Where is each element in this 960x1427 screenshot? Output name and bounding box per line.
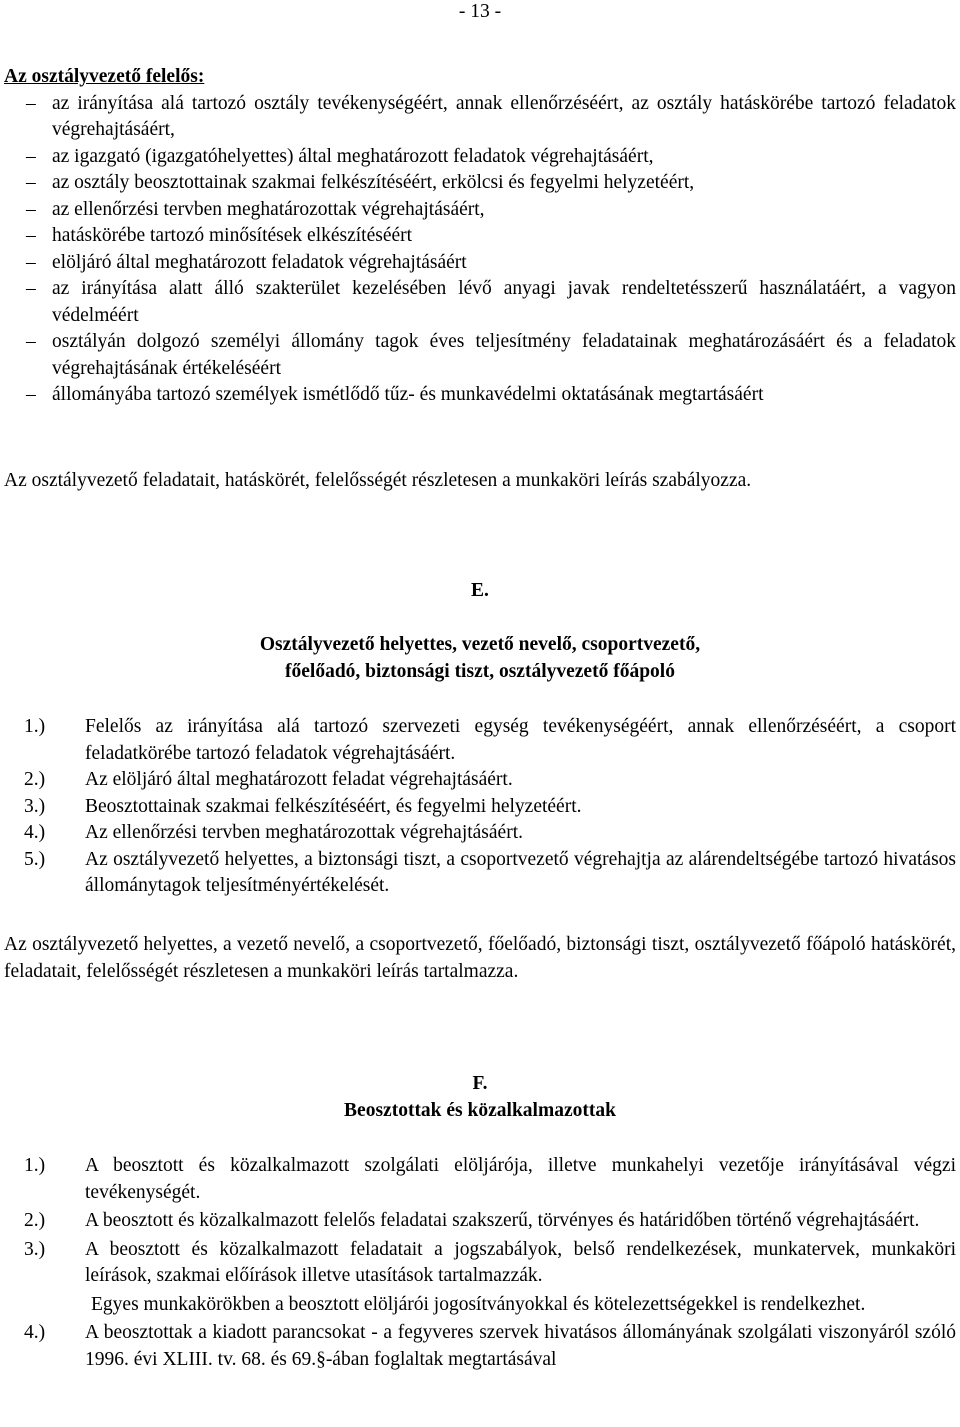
section-e-closing: Az osztályvezető helyettes, a vezető nevelő, a csoportvezető, főelőadó, biztonsági tiszt, osztályvezető főápoló hatáskörét, feladatait, felelősségét részletesen a munkaköri leírás tartalmazza. [4, 934, 956, 982]
list-item: – az igazgató (igazgatóhelyettes) által meghatározott feladatok végrehajtásáért, [4, 144, 956, 171]
dash-bullet: – [26, 92, 36, 114]
dash-bullet: – [26, 384, 36, 405]
list-item: – elöljáró által meghatározott feladatok végrehajtásáért [4, 250, 956, 277]
dash-bullet: – [26, 278, 36, 299]
section-e-title-line2: főelőadó, biztonsági tiszt, osztályvezető főápoló [285, 661, 675, 682]
page-number: - 13 - [458, 1, 502, 22]
numbered-item: 2.) A beosztott és közalkalmazott felelős feladatai szakszerű, törvényes és határidőben történő végrehajtásáért. [4, 1208, 956, 1235]
numbered-item: 1.) A beosztott és közalkalmazott szolgálati elöljárója, illetve munkahelyi vezetője irányításával végzi tevékenységét. [24, 1155, 956, 1203]
item-number: 1.) [24, 1155, 46, 1176]
numbered-item: 3.) Beosztottainak szakmai felkészítéséért, és fegyelmi helyzetéért. [4, 794, 956, 821]
dash-bullet: – [26, 331, 36, 352]
dash-bullet: – [26, 172, 36, 193]
item-number: 3.) [24, 795, 46, 817]
numbered-item: 1.) Felelős az irányítása alá tartozó szervezeti egység tevékenységéért, annak ellenőrzéséért, a csoport feladatkörébe tartozó feladatok végrehajtásáért. [24, 716, 956, 764]
list-item: – osztályán dolgozó személyi állomány tagok éves teljesítmény feladatainak meghatározásáért és a feladatok végrehajtásának értékeléséért [26, 331, 956, 379]
section-e-letter: E. [471, 580, 489, 601]
item-number: 2.) [24, 1210, 46, 1231]
item-number: 3.) [24, 1238, 46, 1260]
item-number: 2.) [24, 769, 46, 790]
numbered-item: 4.) Az ellenőrzési tervben meghatározottak végrehajtásáért. [4, 820, 956, 847]
dash-bullet: – [26, 225, 36, 246]
section-d-closing: Az osztályvezető feladatait, hatáskörét, felelősségét részletesen a munkaköri leírás szabályozza. [4, 470, 752, 491]
item-number: 5.) [24, 848, 46, 870]
numbered-item: 2.) Az elöljáró által meghatározott feladat végrehajtásáért. [4, 767, 956, 794]
list-item: – az irányítása alá tartozó osztály tevékenységéért, annak ellenőrzéséért, az osztály hatáskörébe tartozó feladatok végrehajtásáért, [26, 92, 956, 140]
section-f-list [4, 1153, 956, 1373]
dash-bullet: – [26, 198, 36, 220]
list-item: – az ellenőrzési tervben meghatározottak végrehajtásáért, [4, 197, 956, 224]
dash-bullet: – [26, 145, 36, 167]
numbered-item: 4.) A beosztottak a kiadott parancsokat - a fegyveres szervek hivatásos állományának szolgálati viszonyáról szóló 1996. évi XLIII. tv. 68. és 69.§-ában foglaltak megtartásával [24, 1322, 956, 1370]
section-d [4, 64, 956, 409]
list-item: – az irányítása alatt álló szakterület kezelésében lévő anyagi javak rendeltetésszerű használatáért, a vagyon védelméért [26, 278, 956, 326]
item-number: 1.) [24, 716, 46, 737]
dash-bullet: – [26, 251, 36, 273]
section-f-title: Beosztottak és közalkalmazottak [344, 1100, 616, 1121]
section-d-heading: Az osztályvezető felelős: [4, 66, 205, 87]
item-3-extra-paragraph: Egyes munkakörökben a beosztott elöljárói jogosítványokkal és kötelezettségekkel is rendelkezhet. [91, 1293, 866, 1315]
section-e-title-line1: Osztályvezető helyettes, vezető nevelő, csoportvezető, [259, 634, 701, 655]
item-number: 4.) [24, 822, 46, 843]
list-item: – az osztály beosztottainak szakmai felkészítéséért, erkölcsi és fegyelmi helyzetéért, [4, 170, 956, 197]
numbered-item: 5.) Az osztályvezető helyettes, a biztonsági tiszt, a csoportvezető végrehajtja az alárendeltségébe tartozó hivatásos állománytagok teljesítményértékelését. [24, 848, 956, 896]
section-e-list [4, 714, 956, 900]
list-item: – állományába tartozó személyek ismétlődő tűz- és munkavédelmi oktatásának megtartásáért [4, 382, 956, 409]
item-number: 4.) [24, 1322, 46, 1343]
numbered-item: 3.) A beosztott és közalkalmazott feladatait a jogszabályok, belső rendelkezések, munkatervek, munkaköri leírások, szakmai előírások illetve utasítások tartalmazzák. [24, 1238, 956, 1286]
list-item: – hatáskörébe tartozó minősítések elkészítéséért [4, 223, 956, 250]
section-f-letter: F. [472, 1073, 488, 1094]
